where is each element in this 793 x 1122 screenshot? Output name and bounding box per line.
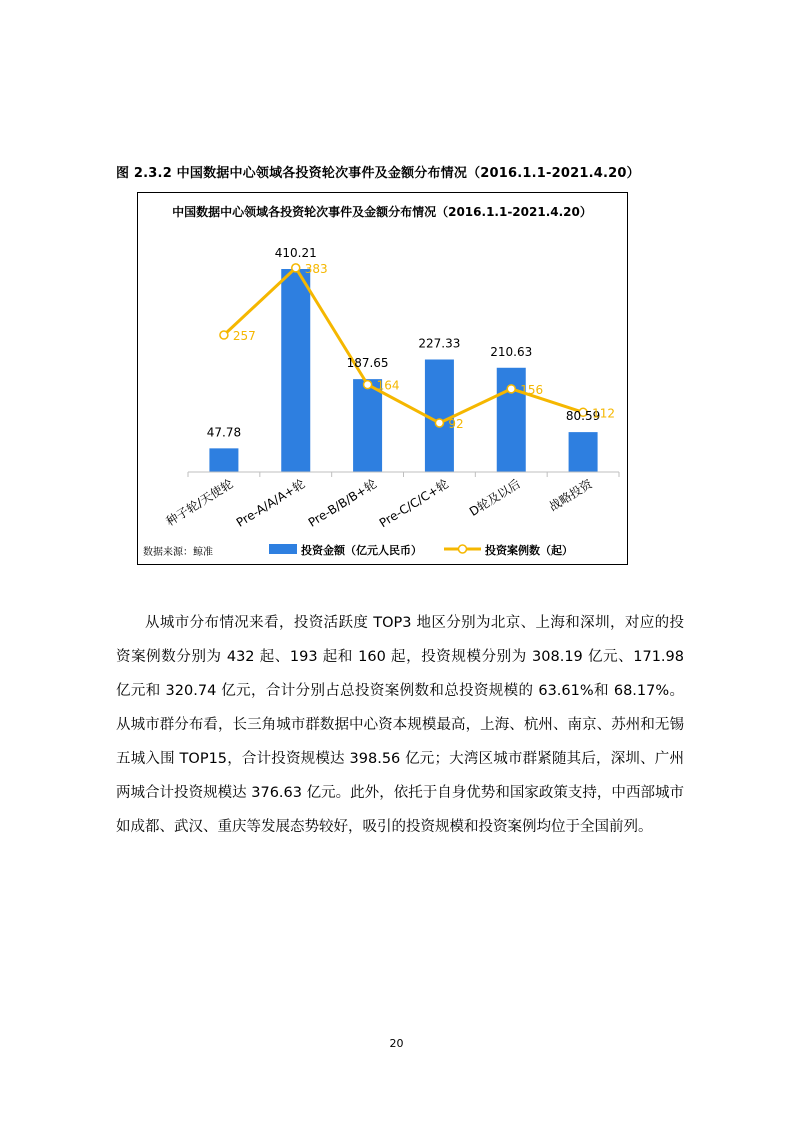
- bar: [281, 269, 310, 472]
- category-label: Pre-B/B/B+轮: [305, 476, 380, 530]
- bar-value-label: 47.78: [206, 425, 242, 440]
- body-paragraph: 从城市分布情况来看，投资活跃度 TOP3 地区分别为北京、上海和深圳，对应的投资案例数分别为 432 起、193 起和 160 起，投资规模分别为 308.19 亿元、171.98 亿元和 320.74 亿元，合计分别占总投资案例数和总投资规模的 63.61%和 68.17%。从城市群分布看，长三角城市群数据中心资本规模最高，上海、杭州、南京、苏州和无锡五城入围 TOP15，合计投资规模达 398.56 亿元；大湾区城市群紧随其后，深圳、广州两城合计投资规模达 376.63 亿元。此外，依托于自身优势和国家政策支持，中西部城市如成都、武汉、重庆等发展态势较好，吸引的投资规模和投资案例均位于全国前列。: [116, 615, 684, 835]
- line-point: [435, 419, 443, 427]
- line-value-label: 164: [376, 378, 400, 393]
- line-value-label: 257: [232, 329, 256, 344]
- bar: [569, 432, 598, 472]
- line-point: [220, 331, 228, 339]
- bar-value-label: 80.59: [565, 409, 601, 424]
- bar-value-label: 210.63: [490, 344, 533, 359]
- line-point: [364, 381, 372, 389]
- legend-line-marker: [459, 545, 467, 553]
- line-value-label: 383: [304, 261, 328, 276]
- bar-value-label: 187.65: [346, 356, 389, 371]
- legend-bar-swatch: [269, 544, 297, 554]
- line-point: [507, 385, 515, 393]
- bar-value-label: 227.33: [418, 336, 461, 351]
- figure-caption: 图 2.3.2 中国数据中心领域各投资轮次事件及金额分布情况（2016.1.1-2021.4.20）: [116, 166, 640, 181]
- chart-svg: [138, 193, 627, 564]
- category-label: Pre-A/A/A+轮: [233, 476, 308, 530]
- line-value-label: 92: [448, 416, 464, 431]
- legend-bar-label: 投资金额（亿元人民币）: [301, 544, 422, 557]
- category-label: 战略投资: [546, 476, 595, 514]
- line-value-label: 112: [592, 406, 615, 421]
- category-label: 种子轮/天使轮: [163, 476, 236, 529]
- bar: [425, 360, 454, 472]
- chart-title: 中国数据中心领域各投资轮次事件及金额分布情况（2016.1.1-2021.4.20）: [172, 205, 592, 219]
- bar: [353, 379, 382, 472]
- category-label: Pre-C/C/C+轮: [376, 476, 452, 531]
- bar: [209, 448, 238, 472]
- chart-frame: [137, 192, 628, 565]
- source-note: 数据来源：鲸准: [143, 547, 213, 558]
- line-point: [292, 264, 300, 272]
- line-value-label: 156: [520, 382, 544, 397]
- page-number: 20: [389, 1037, 404, 1050]
- bar-value-label: 410.21: [274, 246, 317, 260]
- legend-line-label: 投资案例数（起）: [485, 544, 573, 557]
- category-label: D轮及以后: [466, 476, 523, 519]
